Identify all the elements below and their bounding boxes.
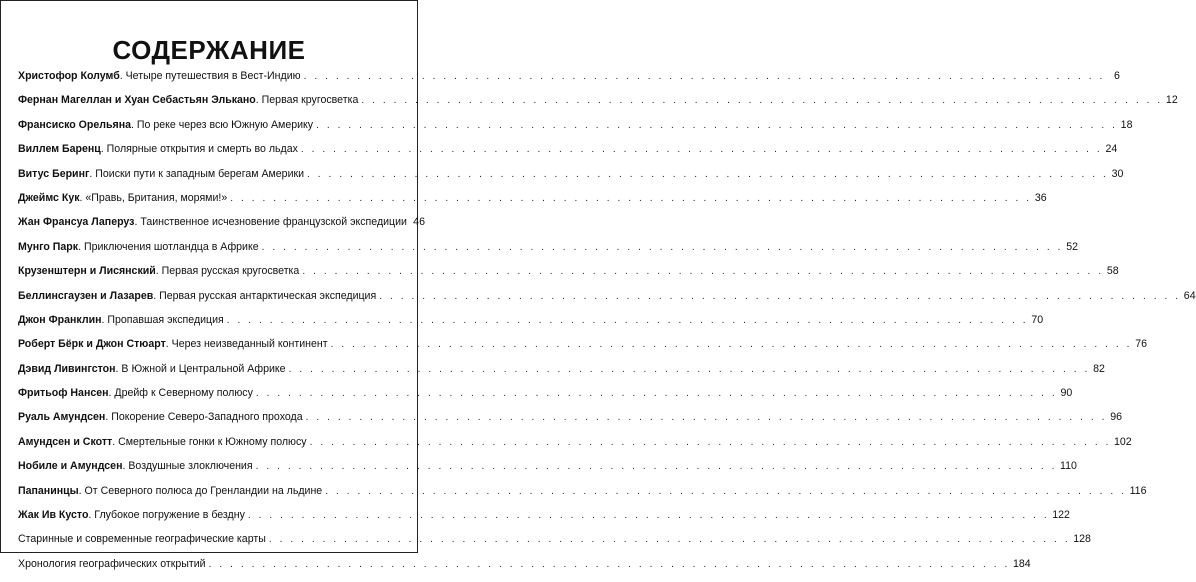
toc-entry-page-number: 122 xyxy=(1052,509,1070,522)
dot-leader xyxy=(269,534,1070,545)
dot-leader xyxy=(307,169,1108,180)
toc-entry-author: Беллинсгаузен и Лазарев xyxy=(18,289,154,302)
toc-entry-title: . Таинственное исчезновение французской экспедиции xyxy=(134,216,407,229)
toc-entry-title: . От Северного полюса до Гренландии на льдине xyxy=(78,484,323,497)
toc-entry xyxy=(18,362,1105,387)
toc-entry-author: Жак Ив Кусто xyxy=(18,509,89,522)
toc-entry-title: . Воздушные злоключения xyxy=(122,460,253,473)
toc-entry xyxy=(18,533,1091,557)
toc-entry-page-number: 24 xyxy=(1105,143,1118,156)
toc-entry-author: Крузенштерн и Лисянский xyxy=(18,265,156,278)
toc-entry-author: Витус Беринг xyxy=(18,167,90,180)
toc-entry-author: Джеймс Кук xyxy=(18,191,80,204)
toc-entry-title: . Смертельные гонки к Южному полюсу xyxy=(112,435,307,448)
toc-entry xyxy=(18,387,1073,411)
toc-entry-title: . Первая русская антарктическая экспедиция xyxy=(153,289,377,302)
toc-entry-title: . По реке через всю Южную Америку xyxy=(131,118,314,131)
toc-entry xyxy=(18,216,425,240)
toc-entry-author: Дэвид Ливингстон xyxy=(18,362,116,375)
toc-entry-page-number: 64 xyxy=(1183,289,1196,302)
dot-leader xyxy=(379,291,1180,302)
toc-entry-page-number: 52 xyxy=(1066,240,1078,253)
dot-leader xyxy=(256,388,1057,399)
toc-entry-page-number: 58 xyxy=(1106,265,1119,278)
toc-entry-author: Нобиле и Амундсен xyxy=(18,460,123,473)
toc-entry-title: . Пропавшая экспедиция xyxy=(101,313,224,326)
dot-leader xyxy=(325,486,1126,497)
toc-entry xyxy=(18,509,1070,533)
toc-entry-title: Хронология географических открытий xyxy=(18,557,206,570)
toc-entry-title: . Поиски пути к западным берегам Америки xyxy=(89,167,305,180)
toc-entry-page-number: 46 xyxy=(413,216,425,229)
toc-entry-title: . Полярные открытия и смерть во льдах xyxy=(100,143,298,156)
toc-entry-author: Фритьоф Нансен xyxy=(18,387,109,400)
toc-entry-title: . Первая кругосветка xyxy=(255,94,359,107)
toc-entry xyxy=(18,118,1133,143)
page-title: СОДЕРЖАНИЕ xyxy=(112,35,306,65)
toc-entry xyxy=(18,435,1132,460)
toc-entry-title: . Через неизведанный континент xyxy=(165,338,328,351)
toc-entry xyxy=(18,484,1147,509)
toc-entry-page-number: 110 xyxy=(1059,460,1077,473)
toc-entry-page-number: 82 xyxy=(1093,362,1105,375)
toc-entry-title: . Покорение Северо-Западного прохода xyxy=(105,411,303,424)
dot-leader xyxy=(289,364,1090,375)
dot-leader xyxy=(262,242,1063,253)
toc-entry xyxy=(18,411,1122,435)
toc-entry-page-number: 102 xyxy=(1113,435,1132,448)
toc-entry-author: Мунго Парк xyxy=(18,240,79,253)
toc-entry-title: . Глубокое погружение в бездну xyxy=(88,509,245,522)
table-of-contents xyxy=(18,70,1196,582)
toc-entry xyxy=(18,289,1196,314)
dot-leader xyxy=(209,559,1010,570)
toc-entry-page-number: 70 xyxy=(1031,313,1044,326)
dot-leader xyxy=(248,510,1049,521)
toc-entry xyxy=(18,70,1120,94)
toc-entry-page-number: 90 xyxy=(1060,387,1073,400)
toc-entry-page-number: 96 xyxy=(1110,411,1122,424)
toc-entry-title: . «Правь, Британия, морями!» xyxy=(79,191,228,204)
toc-entry xyxy=(18,143,1118,167)
toc-entry-page-number: 128 xyxy=(1073,533,1091,546)
toc-entry-page-number: 116 xyxy=(1129,484,1147,497)
dot-leader xyxy=(301,144,1102,155)
toc-entry xyxy=(18,94,1178,118)
toc-entry-author: Фернан Магеллан и Хуан Себастьян Элькано xyxy=(18,94,256,107)
toc-entry xyxy=(18,167,1124,192)
toc-entry xyxy=(18,240,1078,265)
toc-entry-author: Христофор Колумб xyxy=(18,70,120,82)
toc-entry xyxy=(18,557,1031,582)
toc-entry-author: Руаль Амундсен xyxy=(18,411,106,424)
toc-entry xyxy=(18,460,1077,484)
toc-entry-title: . В Южной и Центральной Африке xyxy=(115,362,286,375)
toc-entry-title: Старинные и современные географические карты xyxy=(18,533,266,546)
toc-entry-author: Франсиско Орельяна xyxy=(18,118,131,131)
toc-entry-page-number: 30 xyxy=(1111,167,1124,180)
toc-entry-page-number: 76 xyxy=(1135,338,1147,351)
toc-entry-page-number: 184 xyxy=(1012,557,1031,570)
toc-entry-title: . Дрейф к Северному полюсу xyxy=(108,387,253,400)
dot-leader xyxy=(361,95,1162,106)
dot-leader xyxy=(230,193,1031,204)
toc-entry xyxy=(18,313,1044,338)
toc-entry xyxy=(18,338,1147,362)
toc-entry-author: Виллем Баренц xyxy=(18,143,101,156)
toc-entry-page-number: 36 xyxy=(1034,191,1047,204)
toc-entry-author: Джон Франклин xyxy=(18,313,102,326)
dot-leader xyxy=(310,437,1111,448)
dot-leader xyxy=(256,461,1057,472)
dot-leader xyxy=(316,120,1117,131)
toc-entry-title: . Четыре путешествия в Вест-Индию xyxy=(119,70,301,82)
dot-leader xyxy=(302,266,1103,277)
toc-entry-author: Амундсен и Скотт xyxy=(18,435,113,448)
toc-entry-author: Роберт Бёрк и Джон Стюарт xyxy=(18,338,166,351)
toc-entry-title: . Приключения шотландца в Африке xyxy=(78,240,259,253)
toc-entry xyxy=(18,265,1119,289)
toc-entry xyxy=(18,191,1047,216)
dot-leader xyxy=(331,339,1132,350)
toc-entry-page-number: 6 xyxy=(1114,70,1120,82)
dot-leader xyxy=(304,71,1105,82)
dot-leader xyxy=(306,412,1107,423)
dot-leader xyxy=(227,315,1028,326)
toc-entry-author: Жан Франсуа Лаперуз xyxy=(18,216,135,229)
toc-entry-title: . Первая русская кругосветка xyxy=(155,265,300,278)
toc-entry-page-number: 18 xyxy=(1120,118,1133,131)
toc-entry-page-number: 12 xyxy=(1165,94,1178,107)
toc-entry-author: Папанинцы xyxy=(18,484,79,497)
